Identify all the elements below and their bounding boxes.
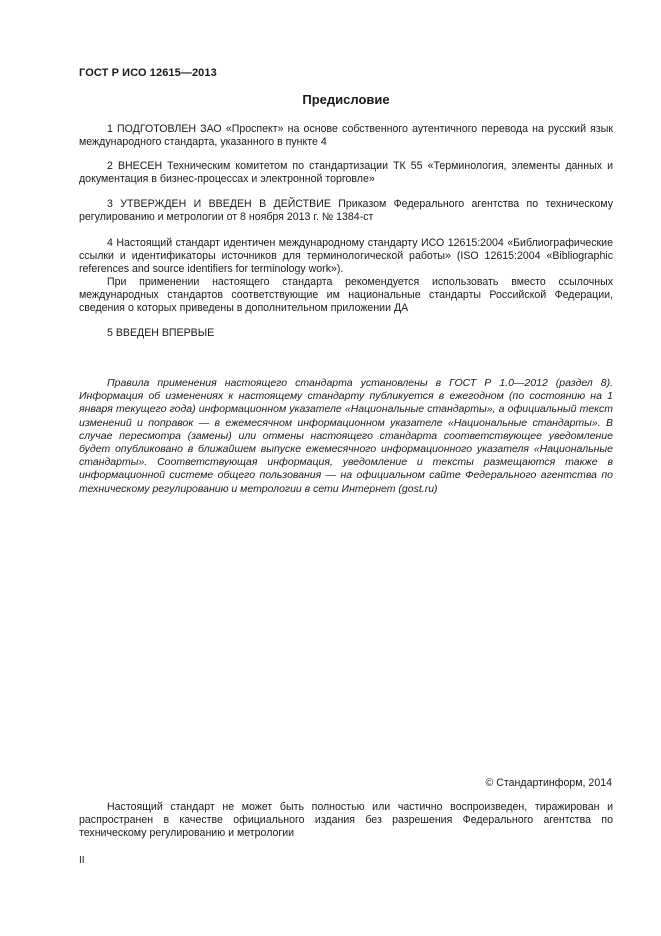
copyright-line: © Стандартинформ, 2014 [485, 777, 612, 789]
page-number: II [79, 855, 85, 866]
foreword-item-4-note: При применении настоящего стандарта рекомендуется использовать вместо ссылочных международных стандартов соответствующие им национальные стандарты Российской Федерации, сведения о которых приведены в дополнительном приложении ДА [79, 276, 613, 314]
reproduction-notice: Настоящий стандарт не может быть полностью или частично воспроизведен, тиражирован и распространен в качестве официального издания без разрешения Федерального агентства по техническому регулированию и метрологии [79, 801, 613, 839]
section-title: Предисловие [302, 92, 390, 107]
standard-header: ГОСТ Р ИСО 12615—2013 [79, 67, 217, 79]
foreword-item-3: 3 УТВЕРЖДЕН И ВВЕДЕН В ДЕЙСТВИЕ Приказом Федерального агентства по техническому регулированию и метрологии от 8 ноября 2013 г. № 1384-ст [79, 198, 613, 223]
application-rules-notice: Правила применения настоящего стандарта установлены в ГОСТ Р 1.0—2012 (раздел 8). Информация об изменениях к настоящему стандарту публикуется в ежегодном (по состоянию на 1 января текущего года) информационном указателе «Национальные стандарты», а официальный текст изменений и поправок — в ежемесячном информационном указателе «Национальные стандарты». В случае пересмотра (замены) или отмены настоящего стандарта соответствующее уведомление будет опубликовано в ближайшем выпуске ежемесячного информационного указателя «Национальные стандарты». Соответствующая информация, уведомление и тексты размещаются также в информационной системе общего пользования — на официальном сайте Федерального агентства по техническому регулированию и метрологии в сети Интернет (gost.ru) [79, 377, 613, 495]
foreword-item-4: 4 Настоящий стандарт идентичен международному стандарту ИСО 12615:2004 «Библиографические ссылки и идентификаторы источников для терминологической работы» (ISO 12615:2004 «Bibliographic references and source identifiers for terminology work»). [79, 237, 613, 275]
foreword-item-5: 5 ВВЕДЕН ВПЕРВЫЕ [107, 327, 215, 339]
foreword-item-2: 2 ВНЕСЕН Техническим комитетом по стандартизации ТК 55 «Терминология, элементы данных и документация в бизнес-процессах и электронной торговле» [79, 160, 613, 185]
foreword-item-1: 1 ПОДГОТОВЛЕН ЗАО «Проспект» на основе собственного аутентичного перевода на русский язык международного стандарта, указанного в пункте 4 [79, 123, 613, 148]
